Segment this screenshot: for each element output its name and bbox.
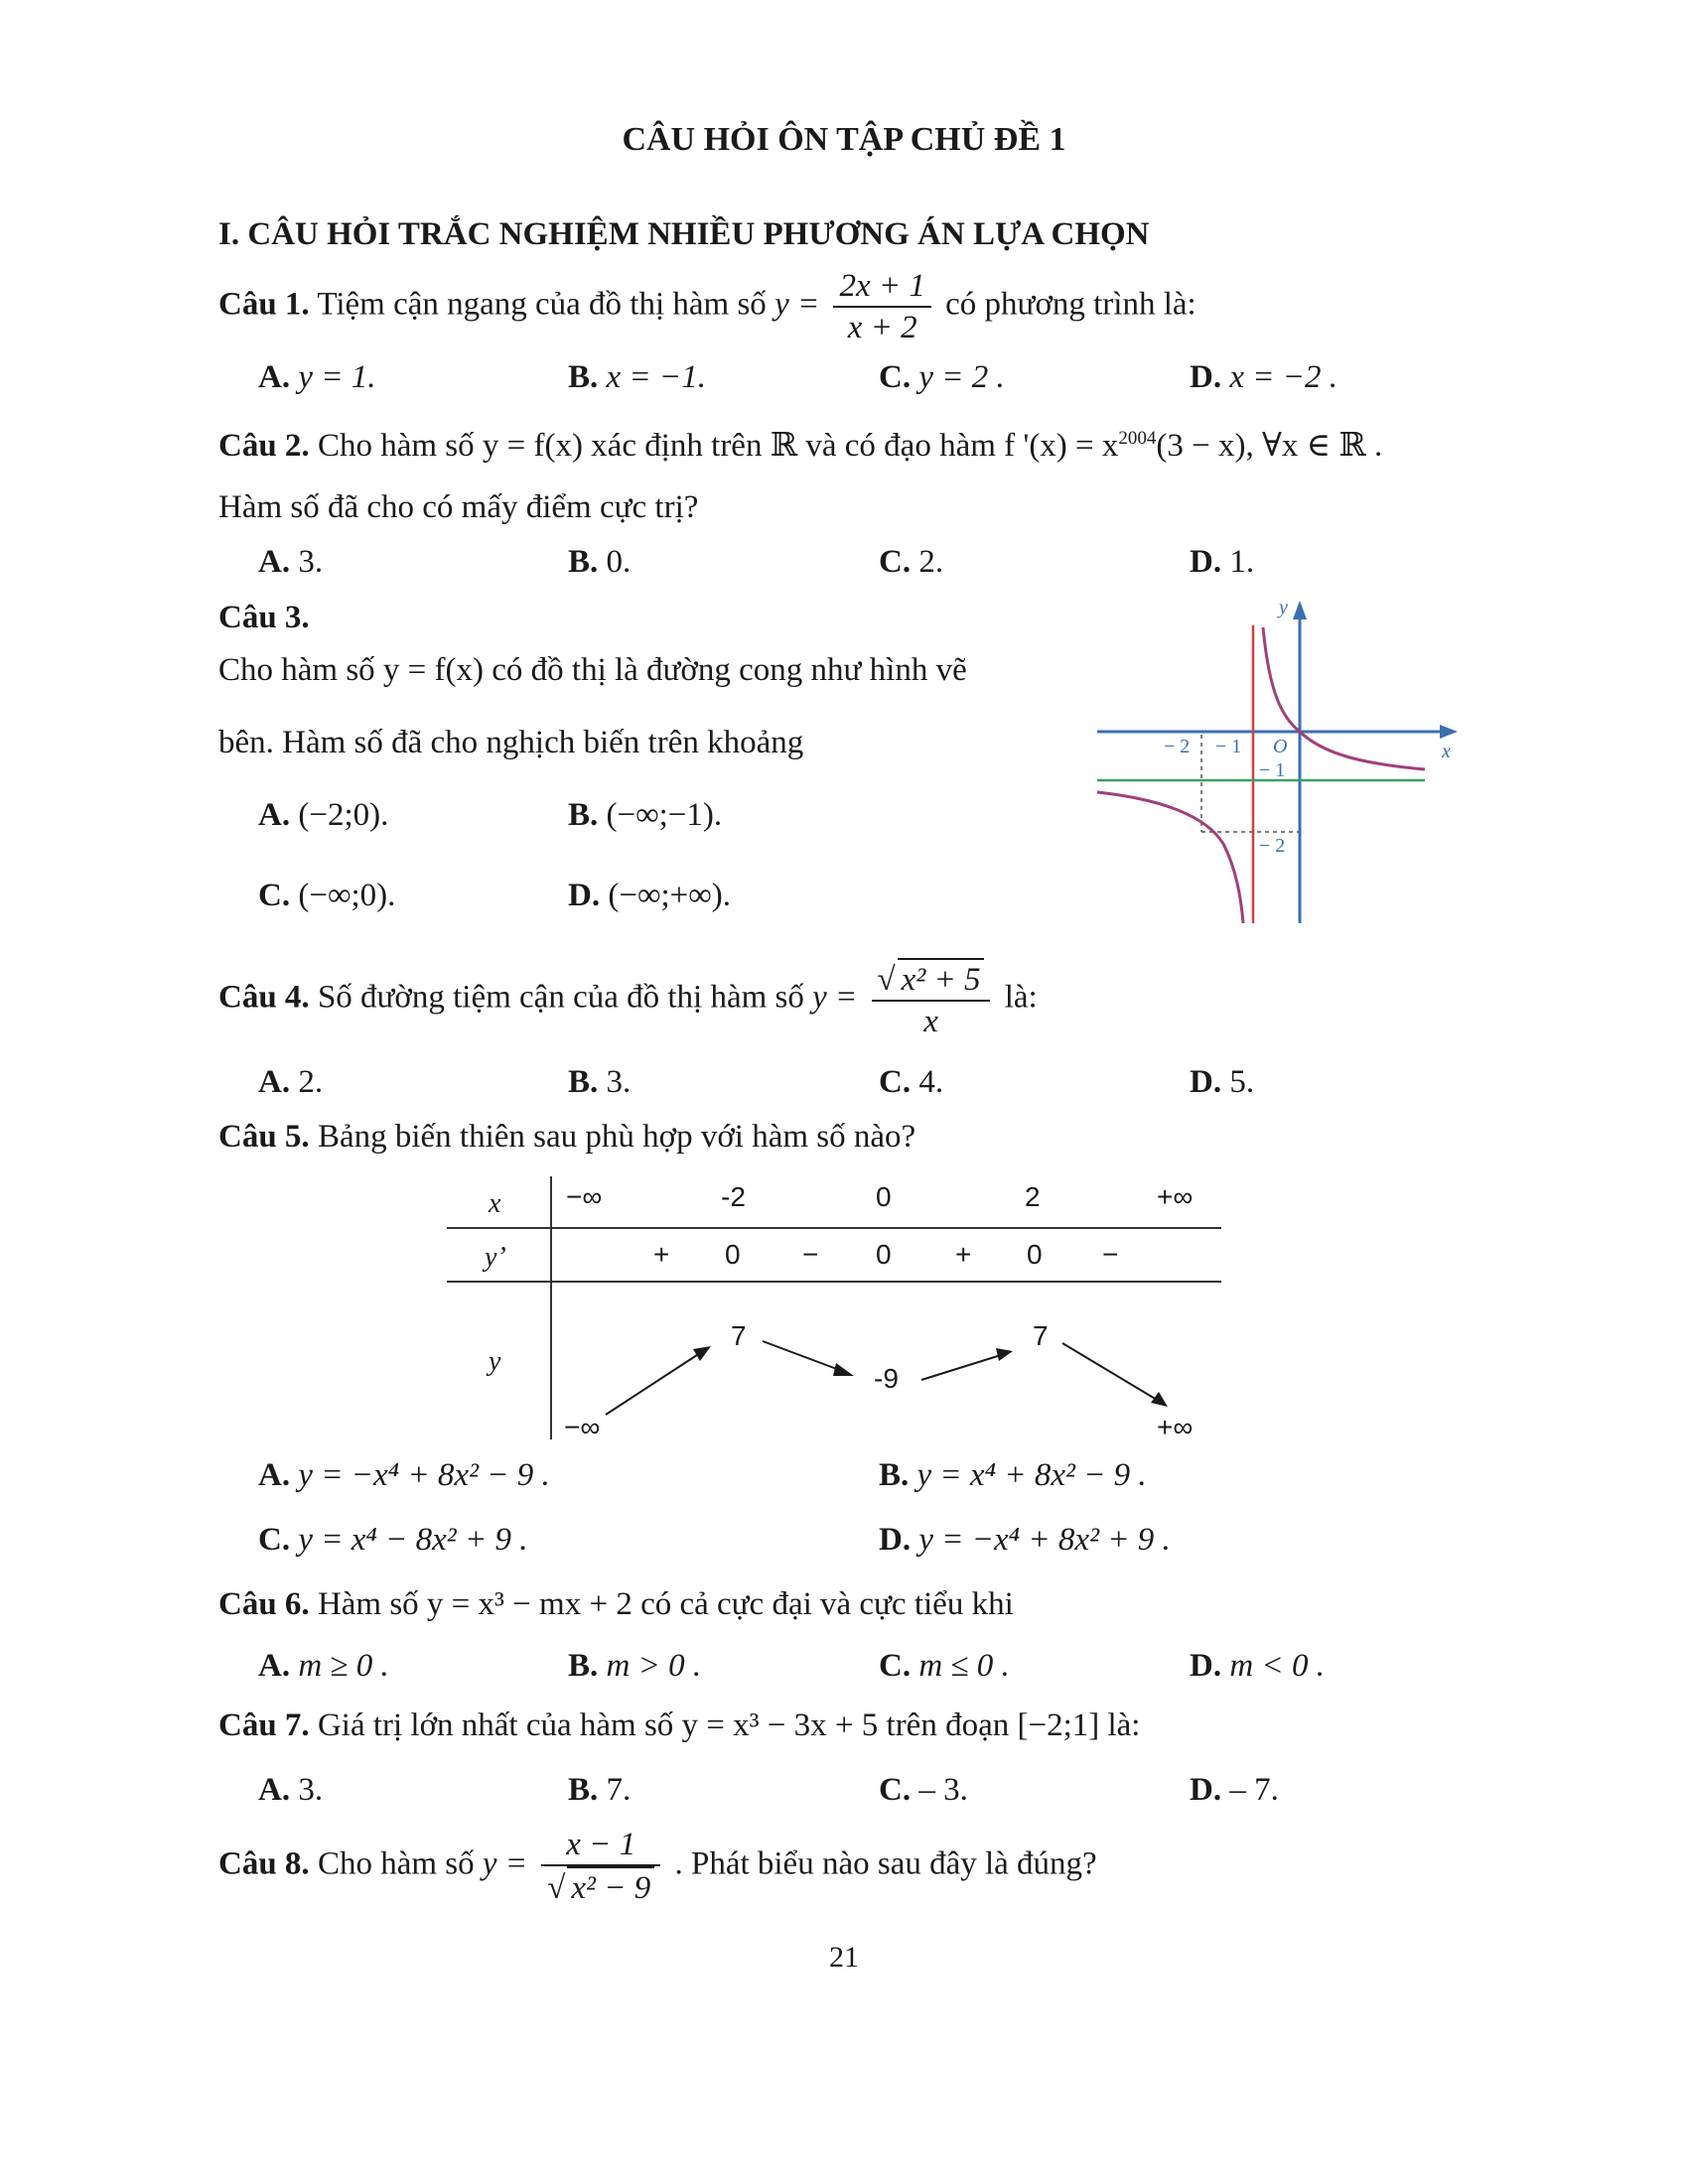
yprime-value: + <box>955 1239 972 1270</box>
formula-lhs: y = <box>482 1845 528 1882</box>
denominator: x <box>923 1004 938 1039</box>
exponent: 2004 <box>1118 428 1157 449</box>
option-label: A. <box>258 1772 291 1808</box>
option-label: C. <box>879 1064 912 1100</box>
question-4 <box>218 958 1038 1041</box>
option-label: D. <box>1190 1772 1222 1808</box>
sqrt-icon: √ <box>547 1870 566 1906</box>
q1-option-a[interactable] <box>258 359 376 396</box>
fraction <box>541 1825 660 1908</box>
option-text: m < 0 . <box>1229 1648 1325 1684</box>
question-text: Bảng biến thiên sau phù hợp với hàm số nào? <box>317 1119 916 1155</box>
option-text: 3. <box>298 1772 324 1808</box>
option-text: y = −x⁴ + 8x² − 9 . <box>298 1457 550 1493</box>
option-label: C. <box>258 1522 291 1558</box>
option-text: m > 0 . <box>606 1648 702 1684</box>
option-text: 5. <box>1229 1064 1255 1100</box>
question-3-label: Câu 3. <box>218 600 310 635</box>
option-label: C. <box>879 359 912 395</box>
q4-option-d[interactable] <box>1190 1064 1254 1101</box>
x-value: +∞ <box>1157 1181 1194 1212</box>
origin-label: O <box>1273 736 1288 757</box>
option-text: 3. <box>298 544 324 580</box>
function-graph <box>1092 596 1470 933</box>
question-label: Câu 7. <box>218 1707 310 1743</box>
y-axis-arrow-icon <box>1293 601 1307 619</box>
question-text: Hàm số y = x³ − mx + 2 có cả cực đại và cực tiểu khi <box>317 1586 1014 1622</box>
denominator: x + 2 <box>847 310 917 345</box>
q5-option-c[interactable] <box>258 1522 527 1559</box>
question-2-line2: Hàm số đã cho có mấy điểm cực trị? <box>218 489 699 525</box>
y-value: 7 <box>1033 1320 1049 1351</box>
question-6 <box>218 1586 1014 1623</box>
page-number: 21 <box>829 1941 859 1974</box>
q2-option-c[interactable] <box>879 544 943 581</box>
numerator: 2x + 1 <box>833 266 930 308</box>
option-text: 1. <box>1229 544 1255 580</box>
q1-option-d[interactable] <box>1190 359 1337 396</box>
tick-label-x-minus1: − 1 <box>1215 736 1242 757</box>
question-tail: . Phát biểu nào sau đây là đúng? <box>674 1845 1097 1882</box>
question-label: Câu 1. <box>218 286 310 323</box>
option-label: B. <box>568 544 599 580</box>
q3-option-b[interactable] <box>568 797 722 834</box>
variation-table <box>437 1166 1231 1444</box>
option-text: y = x⁴ + 8x² − 9 . <box>916 1457 1147 1493</box>
question-3-line2: bên. Hàm số đã cho nghịch biến trên khoảng <box>218 725 804 760</box>
option-label: C. <box>258 878 291 913</box>
x-value: -2 <box>721 1181 746 1212</box>
option-label: C. <box>879 544 912 580</box>
row-label-x: x <box>489 1188 501 1219</box>
option-text: 2. <box>918 544 944 580</box>
q6-option-c[interactable] <box>879 1648 1010 1685</box>
q1-option-b[interactable] <box>568 359 706 396</box>
formula-lhs: y = <box>774 286 820 323</box>
option-text: – 7. <box>1229 1772 1279 1808</box>
numerator <box>872 958 991 1002</box>
q6-option-a[interactable] <box>258 1648 389 1685</box>
question-8 <box>218 1825 1097 1908</box>
q3-option-c[interactable] <box>258 878 395 914</box>
tick-label-y-minus2: − 2 <box>1259 835 1286 857</box>
option-label: A. <box>258 359 291 395</box>
arrow-head-icon <box>833 1363 854 1376</box>
numerator: x − 1 <box>541 1825 660 1866</box>
x-value: 2 <box>1025 1181 1041 1212</box>
question-text: Cho hàm số <box>317 1845 475 1882</box>
question-tail: có phương trình là: <box>945 286 1196 323</box>
arrow-head-icon <box>1151 1392 1168 1407</box>
yprime-value: − <box>1102 1239 1119 1270</box>
tick-label-y-minus1: − 1 <box>1259 759 1286 781</box>
q7-option-d[interactable] <box>1190 1772 1279 1809</box>
option-label: A. <box>258 1648 291 1684</box>
yprime-value: 0 <box>876 1239 892 1270</box>
q4-option-c[interactable] <box>879 1064 943 1101</box>
y-value: −∞ <box>564 1412 601 1442</box>
question-1 <box>218 266 1196 347</box>
formula-lhs: y = <box>812 979 858 1016</box>
option-label: A. <box>258 544 291 580</box>
x-axis-arrow-icon <box>1440 725 1458 739</box>
row-label-y: y <box>489 1346 501 1377</box>
y-axis-label: y <box>1279 597 1288 618</box>
question-tail: (3 − x), ∀x ∈ ℝ . <box>1156 428 1383 464</box>
question-label: Câu 6. <box>218 1586 310 1622</box>
q4-option-b[interactable] <box>568 1064 631 1101</box>
option-label: B. <box>879 1457 910 1493</box>
option-label: C. <box>879 1648 912 1684</box>
x-value: −∞ <box>566 1181 603 1212</box>
yprime-value: + <box>653 1239 670 1270</box>
x-axis-label: x <box>1442 741 1451 762</box>
option-label: C. <box>879 1772 912 1808</box>
option-label: A. <box>258 797 291 833</box>
radicand: x² − 9 <box>567 1866 654 1908</box>
question-2 <box>218 425 1382 465</box>
arrow-head-icon <box>693 1346 711 1361</box>
option-label: D. <box>879 1522 912 1558</box>
option-label: D. <box>568 878 601 913</box>
option-text: 4. <box>918 1064 944 1100</box>
option-text: 3. <box>606 1064 632 1100</box>
curve-left-branch <box>1097 792 1243 923</box>
option-label: D. <box>1190 1648 1222 1684</box>
question-label: Câu 8. <box>218 1845 310 1882</box>
q5-option-b[interactable] <box>879 1457 1147 1494</box>
option-label: B. <box>568 1772 599 1808</box>
question-text: Giá trị lớn nhất của hàm số y = x³ − 3x + 5 trên đoạn [−2;1] là: <box>317 1707 1141 1743</box>
question-label: Câu 2. <box>218 428 310 464</box>
q2-option-a[interactable] <box>258 544 323 581</box>
arrow-head-icon <box>996 1348 1013 1361</box>
yprime-value: 0 <box>725 1239 741 1270</box>
question-label: Câu 4. <box>218 979 310 1016</box>
q7-option-b[interactable] <box>568 1772 631 1809</box>
fraction <box>833 266 930 347</box>
q5-option-d[interactable] <box>879 1522 1171 1559</box>
q6-option-b[interactable] <box>568 1648 701 1685</box>
page-title: CÂU HỎI ÔN TẬP CHỦ ĐỀ 1 <box>622 121 1066 158</box>
row-label-yprime: y’ <box>485 1242 506 1273</box>
q3-option-a[interactable] <box>258 797 388 834</box>
q4-option-a[interactable] <box>258 1064 323 1101</box>
option-text: m ≥ 0 . <box>298 1648 389 1684</box>
option-text: (−2;0). <box>298 797 389 833</box>
option-text: (−∞;0). <box>298 878 396 913</box>
section-heading: I. CÂU HỎI TRẮC NGHIỆM NHIỀU PHƯƠNG ÁN LỰA CHỌN <box>218 216 1150 252</box>
option-text: y = 2 . <box>918 359 1005 395</box>
option-label: B. <box>568 797 599 833</box>
tick-label-x-minus2: − 2 <box>1164 736 1191 757</box>
q2-option-d[interactable] <box>1190 544 1254 581</box>
q7-option-c[interactable] <box>879 1772 968 1809</box>
q3-option-d[interactable] <box>568 878 731 914</box>
y-value: -9 <box>874 1363 899 1394</box>
y-value: 7 <box>731 1320 747 1351</box>
denominator <box>541 1866 660 1908</box>
fraction <box>872 958 991 1041</box>
question-text: Cho hàm số y = f(x) xác định trên ℝ và có đạo hàm f '(x) = x <box>317 428 1119 464</box>
option-text: 2. <box>298 1064 324 1100</box>
option-text: y = −x⁴ + 8x² + 9 . <box>918 1522 1171 1558</box>
yprime-value: − <box>802 1239 819 1270</box>
y-value: +∞ <box>1157 1412 1194 1442</box>
option-text: m ≤ 0 . <box>918 1648 1010 1684</box>
option-label: A. <box>258 1457 291 1493</box>
q6-option-d[interactable] <box>1190 1648 1325 1685</box>
sqrt-icon: √ <box>877 962 896 998</box>
question-3-line1: Cho hàm số y = f(x) có đồ thị là đường cong như hình vẽ <box>218 652 967 688</box>
question-label: Câu 5. <box>218 1119 310 1155</box>
yprime-value: 0 <box>1027 1239 1043 1270</box>
option-text: y = 1. <box>298 359 376 395</box>
q7-option-a[interactable] <box>258 1772 323 1809</box>
question-text: Số đường tiệm cận của đồ thị hàm số <box>317 979 804 1016</box>
option-text: x = −1. <box>606 359 706 395</box>
option-label: D. <box>1190 1064 1222 1100</box>
option-text: – 3. <box>918 1772 968 1808</box>
option-text: x = −2 . <box>1229 359 1338 395</box>
option-text: y = x⁴ − 8x² + 9 . <box>298 1522 528 1558</box>
option-label: D. <box>1190 544 1222 580</box>
option-text: (−∞;−1). <box>606 797 723 833</box>
option-text: 7. <box>606 1772 632 1808</box>
q2-option-b[interactable] <box>568 544 631 581</box>
option-text: (−∞;+∞). <box>608 878 732 913</box>
question-5 <box>218 1119 915 1156</box>
q1-option-c[interactable] <box>879 359 1005 396</box>
radicand: x² + 5 <box>898 958 985 1000</box>
question-text: Tiệm cận ngang của đồ thị hàm số <box>317 286 767 323</box>
option-label: B. <box>568 1648 599 1684</box>
option-label: B. <box>568 1064 599 1100</box>
option-label: D. <box>1190 359 1222 395</box>
option-text: 0. <box>606 544 632 580</box>
question-7 <box>218 1707 1140 1744</box>
x-value: 0 <box>876 1181 892 1212</box>
option-label: B. <box>568 359 599 395</box>
option-label: A. <box>258 1064 291 1100</box>
q5-option-a[interactable] <box>258 1457 550 1494</box>
question-tail: là: <box>1004 979 1038 1016</box>
